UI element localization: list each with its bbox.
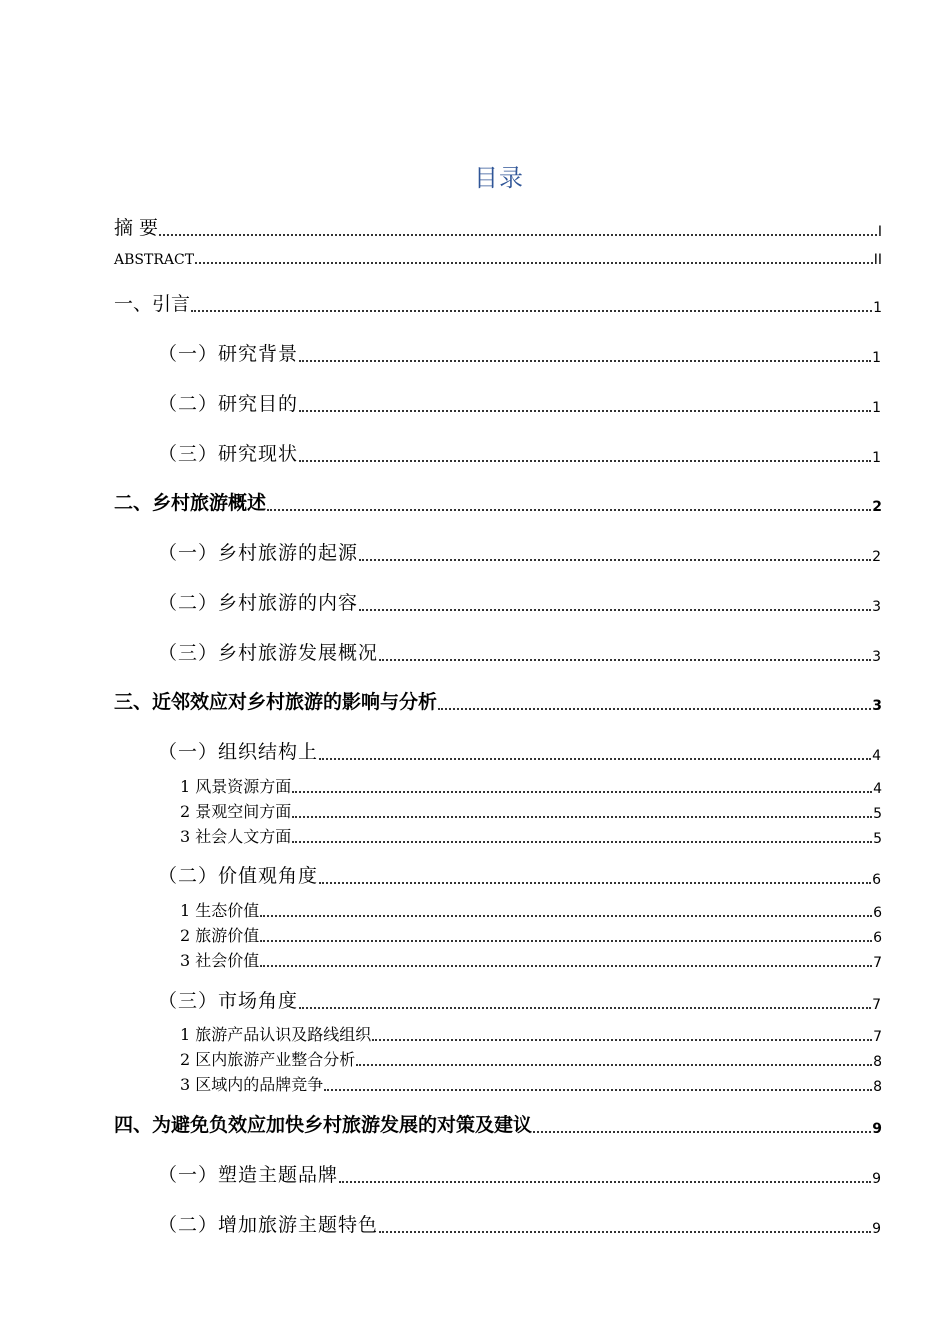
toc-entry[interactable]	[158, 861, 882, 888]
dot-leader	[533, 1131, 871, 1133]
dot-leader	[438, 708, 871, 710]
toc-entry-page-number: 5	[873, 831, 882, 847]
dot-leader	[319, 758, 871, 760]
toc-entry-page-number: 7	[873, 1029, 882, 1045]
dot-leader	[319, 882, 871, 884]
dot-leader	[260, 940, 872, 942]
toc-entry-page-number: 8	[873, 1079, 882, 1095]
toc-entry[interactable]	[180, 1047, 882, 1070]
toc-entry-page-number: I	[877, 224, 882, 240]
toc-entry-page-number: 9	[872, 1221, 882, 1237]
toc-entry-label: （二）增加旅游主题特色	[158, 1214, 379, 1236]
toc-entry-page-number: 1	[872, 350, 882, 366]
dot-leader	[359, 609, 871, 611]
toc-entry-page-number: 7	[873, 955, 882, 971]
dot-leader	[159, 234, 877, 236]
toc-entry[interactable]	[114, 252, 882, 268]
dot-leader	[356, 1064, 872, 1066]
toc-entry-label: （一）塑造主题品牌	[158, 1164, 339, 1186]
toc-entry-page-number: 3	[872, 698, 882, 714]
toc-entry-label: （一）乡村旅游的起源	[158, 542, 359, 564]
toc-entry-label: 1 旅游产品认识及路线组织	[180, 1025, 372, 1044]
toc-entry[interactable]	[180, 824, 882, 847]
toc-entry[interactable]	[180, 898, 882, 921]
dot-leader	[372, 1039, 872, 1041]
dot-leader	[299, 410, 871, 412]
toc-entry-label: （二）研究目的	[158, 393, 299, 415]
toc-entry-page-number: 2	[872, 499, 882, 515]
toc-entry-page-number: 7	[872, 997, 882, 1013]
dot-leader	[379, 1231, 871, 1233]
toc-entry-label: ABSTRACT	[114, 252, 195, 268]
toc-entry-page-number: 2	[872, 549, 882, 565]
toc-entry-label: 2 景观空间方面	[180, 802, 292, 821]
toc-entry-label: 一、引言	[114, 293, 191, 315]
dot-leader	[267, 509, 871, 511]
toc-entry-label: 四、为避免负效应加快乡村旅游发展的对策及建议	[114, 1114, 533, 1136]
toc-entry[interactable]	[114, 289, 882, 316]
toc-entry-page-number: 6	[873, 930, 882, 946]
toc-entry[interactable]	[158, 986, 882, 1013]
toc-entry-label: 3 社会人文方面	[180, 827, 292, 846]
toc-entry-page-number: 4	[873, 781, 882, 797]
dot-leader	[292, 816, 872, 818]
dot-leader	[359, 559, 871, 561]
toc-entry[interactable]	[158, 588, 882, 615]
toc-entry[interactable]	[180, 774, 882, 797]
toc-entry[interactable]	[158, 389, 882, 416]
toc-entry[interactable]	[180, 1022, 882, 1045]
toc-entry[interactable]	[158, 638, 882, 665]
toc-entry-label: （三）研究现状	[158, 443, 299, 465]
toc-entry-label: 1 生态价值	[180, 901, 260, 920]
toc-entry[interactable]	[180, 948, 882, 971]
toc-entry-page-number: 1	[872, 400, 882, 416]
toc-entry-page-number: 4	[872, 748, 882, 764]
dot-leader	[299, 360, 871, 362]
toc-entry-page-number: 1	[872, 450, 882, 466]
toc-entry[interactable]	[180, 1072, 882, 1095]
toc-entry[interactable]	[158, 737, 882, 764]
dot-leader	[260, 965, 872, 967]
toc-entry-label: （三）乡村旅游发展概况	[158, 642, 379, 664]
toc-entry-label: 3 区域内的品牌竞争	[180, 1075, 324, 1094]
toc-entry-page-number: 3	[872, 649, 882, 665]
dot-leader	[195, 262, 873, 264]
toc-entry-page-number: 6	[872, 872, 882, 888]
toc-title: 目录	[474, 164, 524, 192]
toc-entry-label: 2 旅游价值	[180, 926, 260, 945]
dot-leader	[292, 841, 872, 843]
toc-entry[interactable]	[180, 923, 882, 946]
toc-entry-label: （二）乡村旅游的内容	[158, 592, 359, 614]
dot-leader	[339, 1181, 871, 1183]
dot-leader	[299, 1007, 871, 1009]
toc-entry[interactable]	[158, 439, 882, 466]
toc-entry-label: 摘 要	[114, 217, 159, 239]
toc-entry-page-number: 5	[873, 806, 882, 822]
dot-leader	[260, 915, 872, 917]
toc-entry-label: 3 社会价值	[180, 951, 260, 970]
dot-leader	[299, 460, 871, 462]
dot-leader	[324, 1089, 872, 1091]
dot-leader	[292, 791, 872, 793]
toc-entry[interactable]	[114, 687, 882, 714]
toc-entry-label: （一）组织结构上	[158, 741, 319, 763]
toc-entry[interactable]	[158, 538, 882, 565]
dot-leader	[191, 310, 872, 312]
dot-leader	[379, 659, 871, 661]
toc-entry-page-number: 9	[872, 1121, 882, 1137]
toc-entry-label: （三）市场角度	[158, 990, 299, 1012]
toc-entry[interactable]	[158, 339, 882, 366]
toc-entry-page-number: 6	[873, 905, 882, 921]
toc-entry-label: 二、乡村旅游概述	[114, 492, 267, 514]
toc-entry[interactable]	[114, 488, 882, 515]
toc-entry-page-number: 9	[872, 1171, 882, 1187]
toc-entry[interactable]	[114, 1110, 882, 1137]
toc-entry[interactable]	[158, 1210, 882, 1237]
toc-entry-label: （二）价值观角度	[158, 865, 319, 887]
toc-entry-label: 2 区内旅游产业整合分析	[180, 1050, 356, 1069]
toc-entry-label: （一）研究背景	[158, 343, 299, 365]
toc-entry-label: 1 风景资源方面	[180, 777, 292, 796]
toc-entry-page-number: II	[873, 252, 882, 268]
toc-entry[interactable]	[180, 799, 882, 822]
toc-entry[interactable]	[158, 1160, 882, 1187]
toc-entry[interactable]	[114, 213, 882, 240]
toc-entry-label: 三、近邻效应对乡村旅游的影响与分析	[114, 691, 438, 713]
toc-entry-page-number: 3	[872, 599, 882, 615]
toc-entry-page-number: 1	[873, 300, 882, 316]
toc-entry-page-number: 8	[873, 1054, 882, 1070]
